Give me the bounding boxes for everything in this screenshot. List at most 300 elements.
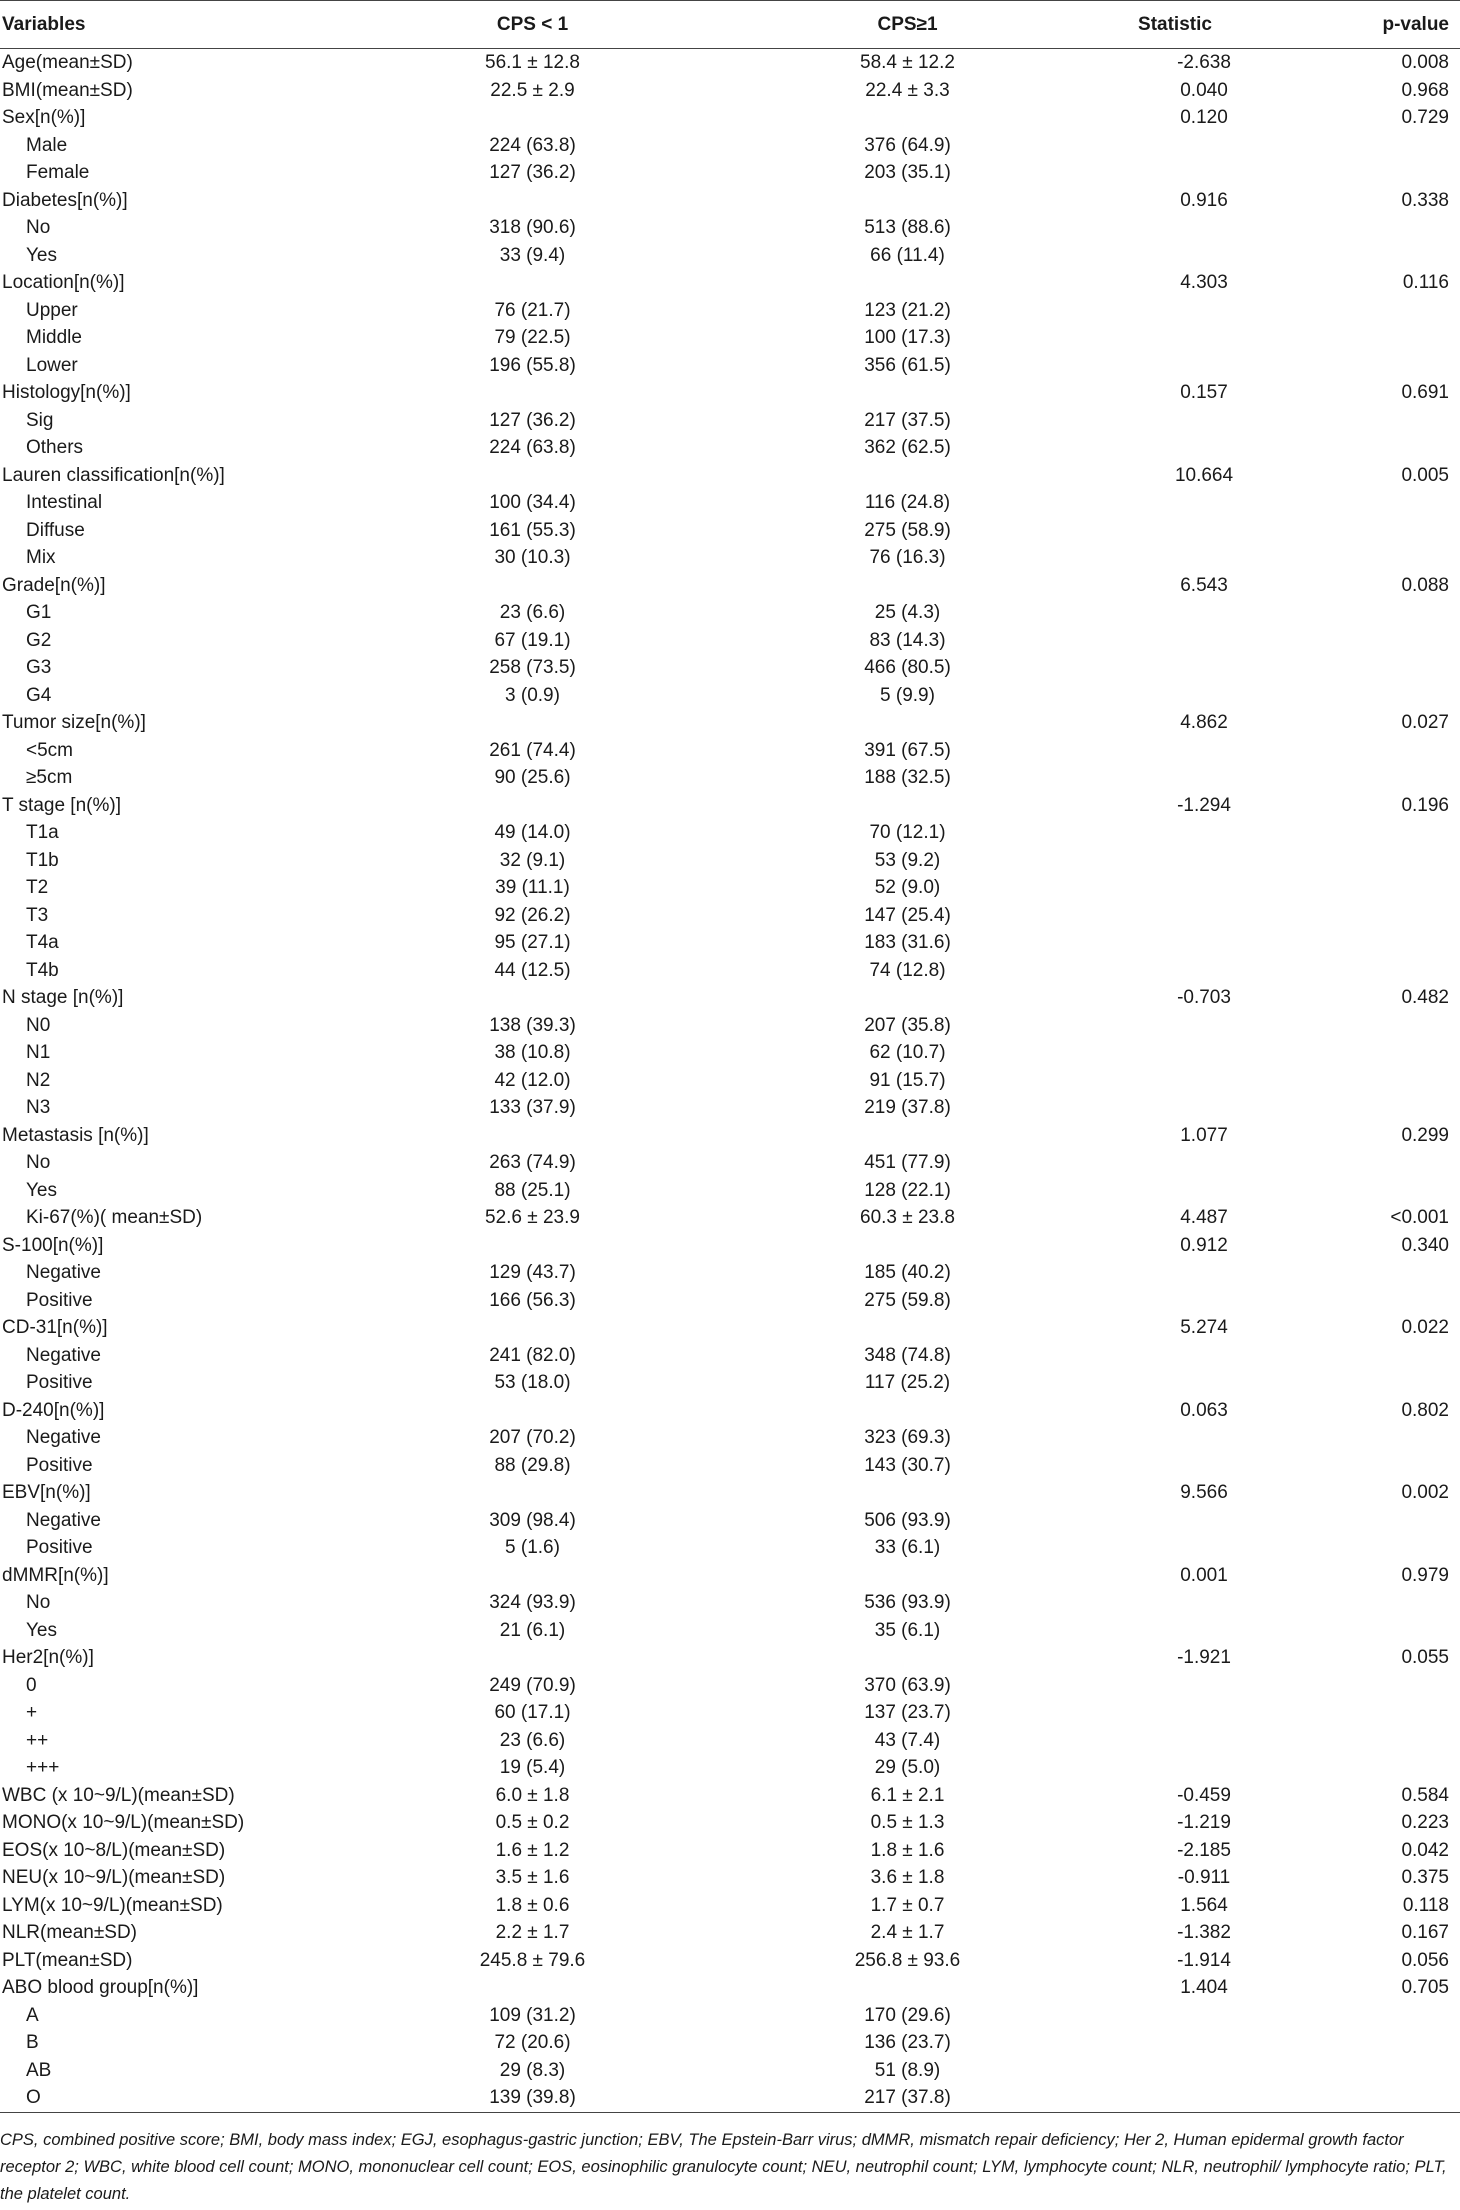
table-row: [0, 1369, 1460, 1397]
row-statistic-value: [1095, 407, 1255, 435]
row-variable-label: Negative: [26, 1344, 101, 1366]
row-p-value: 0.002: [1401, 1482, 1449, 1503]
row-statistic-value: 0.912: [1180, 1234, 1228, 1256]
row-cps-below-1-value: [345, 462, 720, 490]
row-cps-1-or-more-value: [720, 1974, 1095, 2002]
table-row: [0, 159, 1460, 187]
row-variable-label: T1b: [26, 849, 59, 871]
row-cps-below-1-value: 261 (74.4): [489, 739, 576, 761]
row-cps-1-or-more-value: [720, 1122, 1095, 1150]
row-cps-below-1-value: 52.6 ± 23.9: [485, 1207, 580, 1228]
row-cps-below-1-value: [345, 1314, 720, 1342]
row-variable-label: O: [0, 2084, 345, 2112]
row-p-value: 0.482: [1401, 987, 1449, 1008]
table-row: [0, 379, 1460, 407]
row-statistic-value: 0.001: [1180, 1564, 1228, 1586]
row-cps-1-or-more-value: 536 (93.9): [864, 1592, 951, 1613]
row-variable-label: No: [26, 217, 51, 238]
row-variable-label: Negative: [26, 1427, 101, 1448]
row-cps-below-1-value: 318 (90.6): [489, 217, 576, 238]
row-p-value: [1255, 407, 1460, 435]
row-cps-1-or-more-value: 348 (74.8): [864, 1344, 951, 1366]
row-variable-label: No: [26, 1592, 51, 1613]
row-cps-below-1-value: [345, 1122, 720, 1150]
row-cps-below-1-value: 324 (93.9): [489, 1592, 576, 1613]
table-row: [0, 1067, 1460, 1095]
row-p-value: 0.223: [1401, 1812, 1449, 1833]
row-p-value: 0.968: [1401, 79, 1449, 101]
row-p-value: 0.705: [1401, 1977, 1449, 1998]
table-row: [0, 847, 1460, 875]
row-p-value: [1255, 819, 1460, 847]
row-cps-1-or-more-value: [720, 269, 1095, 297]
row-p-value: [1255, 544, 1460, 572]
table-row: [0, 104, 1460, 132]
row-cps-below-1-value: 100 (34.4): [489, 492, 576, 513]
table-row: [0, 599, 1460, 627]
row-cps-1-or-more-value: 451 (77.9): [864, 1152, 951, 1173]
row-p-value: [1255, 1259, 1460, 1287]
row-cps-below-1-value: 196 (55.8): [489, 354, 576, 376]
row-cps-below-1-value: [345, 379, 720, 407]
row-cps-1-or-more-value: 323 (69.3): [864, 1427, 951, 1448]
table-row: [0, 352, 1460, 380]
row-variable-label: Others: [26, 437, 84, 458]
table-row: [0, 269, 1460, 297]
row-statistic-value: [1095, 654, 1255, 682]
row-cps-1-or-more-value: 136 (23.7): [864, 2032, 951, 2053]
row-variable-label: A: [26, 2004, 39, 2026]
row-p-value: [1255, 847, 1460, 875]
row-variable-label: Tumor size[n(%)]: [2, 712, 146, 733]
row-variable-label: Positive: [26, 1454, 93, 1476]
row-p-value: [1255, 1369, 1460, 1397]
row-cps-below-1-value: 22.5 ± 2.9: [490, 79, 575, 101]
row-cps-1-or-more-value: 217 (37.8): [720, 2084, 1095, 2112]
row-p-value: [1255, 1699, 1460, 1727]
row-p-value: [1255, 1754, 1460, 1782]
row-cps-1-or-more-value: 62 (10.7): [869, 1042, 946, 1063]
row-statistic-value: [1095, 599, 1255, 627]
row-cps-1-or-more-value: 506 (93.9): [864, 1509, 951, 1531]
row-cps-1-or-more-value: 513 (88.6): [864, 217, 951, 238]
row-statistic-value: -1.921: [1177, 1647, 1231, 1668]
row-variable-label: WBC (x 10~9/L)(mean±SD): [2, 1784, 235, 1806]
row-cps-1-or-more-value: 143 (30.7): [864, 1454, 951, 1476]
row-cps-below-1-value: 139 (39.8): [345, 2084, 720, 2112]
row-variable-label: Her2[n(%)]: [2, 1647, 94, 1668]
row-cps-below-1-value: 249 (70.9): [489, 1674, 576, 1696]
row-cps-1-or-more-value: 5 (9.9): [880, 684, 935, 706]
row-variable-label: Sex[n(%)]: [2, 107, 86, 128]
table-row: [0, 214, 1460, 242]
table-row: [0, 1259, 1460, 1287]
row-cps-below-1-value: [345, 1644, 720, 1672]
table-row: [0, 1947, 1460, 1975]
row-p-value: 0.022: [1401, 1317, 1449, 1338]
row-cps-1-or-more-value: 53 (9.2): [874, 849, 941, 871]
row-statistic-value: [1095, 1699, 1255, 1727]
table-row: [0, 1479, 1460, 1507]
row-statistic-value: [1095, 764, 1255, 792]
row-cps-1-or-more-value: 116 (24.8): [864, 492, 951, 513]
row-p-value: 0.691: [1401, 382, 1449, 403]
row-statistic-value: [1095, 1177, 1255, 1205]
row-cps-below-1-value: [345, 1232, 720, 1260]
row-p-value: [1255, 214, 1460, 242]
row-statistic-value: [1095, 434, 1255, 462]
row-cps-1-or-more-value: 275 (59.8): [864, 1289, 951, 1311]
row-cps-below-1-value: 33 (9.4): [499, 244, 566, 266]
row-cps-below-1-value: 133 (37.9): [489, 1097, 576, 1118]
row-cps-below-1-value: 138 (39.3): [489, 1014, 576, 1036]
row-cps-below-1-value: 0.5 ± 0.2: [495, 1812, 570, 1833]
row-statistic-value: -2.185: [1177, 1839, 1231, 1861]
row-p-value: [1255, 1039, 1460, 1067]
row-cps-below-1-value: 5 (1.6): [505, 1537, 560, 1558]
row-variable-label: ++: [26, 1729, 49, 1751]
row-p-value: 0.167: [1401, 1922, 1449, 1943]
row-variable-label: G2: [26, 629, 52, 651]
row-cps-1-or-more-value: [720, 984, 1095, 1012]
row-variable-label: Lauren classification[n(%)]: [2, 464, 225, 486]
row-variable-label: Positive: [26, 1372, 93, 1393]
row-variable-label: T2: [26, 877, 49, 898]
row-cps-1-or-more-value: 25 (4.3): [874, 602, 941, 623]
row-statistic-value: -1.382: [1177, 1922, 1231, 1943]
row-statistic-value: [1095, 1534, 1255, 1562]
row-cps-1-or-more-value: 137 (23.7): [864, 1702, 951, 1723]
row-p-value: [1255, 1727, 1460, 1755]
header-cps-below-1: CPS < 1: [345, 1, 720, 49]
row-cps-below-1-value: 245.8 ± 79.6: [479, 1949, 586, 1971]
row-statistic-value: [1095, 489, 1255, 517]
row-statistic-value: 0.916: [1180, 189, 1228, 211]
row-statistic-value: 4.862: [1180, 712, 1228, 733]
row-cps-1-or-more-value: [720, 1562, 1095, 1590]
row-cps-1-or-more-value: 76 (16.3): [869, 547, 946, 568]
table-row: [0, 874, 1460, 902]
row-cps-below-1-value: 92 (26.2): [494, 904, 571, 926]
table-row: [0, 1397, 1460, 1425]
row-p-value: [1255, 1452, 1460, 1480]
row-cps-1-or-more-value: [720, 1644, 1095, 1672]
table-row: [0, 572, 1460, 600]
row-statistic-value: [1095, 214, 1255, 242]
table-row: [0, 1672, 1460, 1700]
row-cps-1-or-more-value: 188 (32.5): [864, 767, 951, 788]
table-row: [0, 1287, 1460, 1315]
row-statistic-value: 0.040: [1180, 79, 1228, 101]
table-row: [0, 1424, 1460, 1452]
row-cps-below-1-value: 127 (36.2): [489, 162, 576, 183]
row-cps-1-or-more-value: 1.8 ± 1.6: [870, 1839, 945, 1861]
row-p-value: 0.979: [1401, 1564, 1449, 1586]
row-cps-below-1-value: [345, 1562, 720, 1590]
row-p-value: 0.375: [1401, 1867, 1449, 1888]
row-cps-1-or-more-value: [720, 792, 1095, 820]
row-cps-1-or-more-value: 100 (17.3): [864, 327, 951, 348]
row-cps-below-1-value: 224 (63.8): [489, 437, 576, 458]
row-p-value: [1255, 1067, 1460, 1095]
row-cps-below-1-value: 241 (82.0): [489, 1344, 576, 1366]
row-cps-1-or-more-value: 356 (61.5): [864, 354, 951, 376]
row-variable-label: Metastasis [n(%)]: [2, 1124, 149, 1146]
row-cps-1-or-more-value: 35 (6.1): [874, 1619, 941, 1641]
table-row: [0, 434, 1460, 462]
row-cps-below-1-value: [345, 1974, 720, 2002]
row-statistic-value: [1095, 1039, 1255, 1067]
row-p-value: [1255, 874, 1460, 902]
table-header: [0, 1, 1460, 49]
row-cps-below-1-value: 6.0 ± 1.8: [495, 1784, 570, 1806]
row-p-value: 0.056: [1401, 1949, 1449, 1971]
row-p-value: [1255, 737, 1460, 765]
row-variable-label: Histology[n(%)]: [2, 382, 131, 403]
row-cps-1-or-more-value: 74 (12.8): [869, 959, 946, 981]
table-row: [0, 77, 1460, 105]
row-statistic-value: 9.566: [1180, 1482, 1228, 1503]
row-cps-1-or-more-value: 117 (25.2): [864, 1372, 951, 1393]
row-statistic-value: -0.703: [1177, 987, 1231, 1008]
row-statistic-value: [1095, 1452, 1255, 1480]
row-variable-label: Negative: [26, 1509, 101, 1531]
table-row: [0, 764, 1460, 792]
row-cps-below-1-value: 129 (43.7): [489, 1262, 576, 1283]
table-row: [0, 1837, 1460, 1865]
row-p-value: [1255, 2057, 1460, 2085]
row-cps-below-1-value: [345, 792, 720, 820]
row-variable-label: No: [26, 1152, 51, 1173]
row-p-value: [1255, 2029, 1460, 2057]
row-p-value: [1255, 1177, 1460, 1205]
row-statistic-value: [1095, 1754, 1255, 1782]
row-variable-label: dMMR[n(%)]: [2, 1564, 109, 1586]
row-cps-1-or-more-value: [720, 1232, 1095, 1260]
row-statistic-value: [1095, 2057, 1255, 2085]
table-row: [0, 1507, 1460, 1535]
row-cps-1-or-more-value: [720, 104, 1095, 132]
row-cps-1-or-more-value: 185 (40.2): [864, 1262, 951, 1283]
table-row: [0, 737, 1460, 765]
row-cps-1-or-more-value: 58.4 ± 12.2: [860, 52, 955, 73]
row-cps-1-or-more-value: 183 (31.6): [864, 932, 951, 953]
row-variable-label: N3: [26, 1097, 51, 1118]
row-cps-below-1-value: 3 (0.9): [505, 684, 560, 706]
row-statistic-value: [1095, 1424, 1255, 1452]
row-p-value: [1255, 654, 1460, 682]
row-statistic-value: 4.487: [1180, 1207, 1228, 1228]
row-variable-label: N stage [n(%)]: [2, 987, 124, 1008]
table-row: [0, 132, 1460, 160]
table-row: [0, 2084, 1460, 2112]
row-p-value: [1255, 1617, 1460, 1645]
row-variable-label: Sig: [26, 409, 54, 431]
row-variable-label: T4a: [26, 932, 59, 953]
row-statistic-value: -2.638: [1177, 52, 1231, 73]
row-variable-label: N0: [26, 1014, 51, 1036]
row-p-value: 0.196: [1401, 794, 1449, 816]
row-p-value: [1255, 1149, 1460, 1177]
row-p-value: 0.005: [1401, 464, 1449, 486]
row-statistic-value: [1095, 1369, 1255, 1397]
row-cps-below-1-value: 258 (73.5): [489, 657, 576, 678]
row-statistic-value: [1095, 1507, 1255, 1535]
row-cps-below-1-value: 95 (27.1): [494, 932, 571, 953]
header-variables: Variables: [0, 1, 345, 49]
row-cps-1-or-more-value: 362 (62.5): [864, 437, 951, 458]
row-cps-below-1-value: 32 (9.1): [499, 849, 566, 871]
table-row: [0, 1204, 1460, 1232]
row-variable-label: ≥5cm: [26, 767, 73, 788]
row-statistic-value: [1095, 2002, 1255, 2030]
row-variable-label: Grade[n(%)]: [2, 574, 106, 596]
table-row: [0, 1809, 1460, 1837]
row-cps-below-1-value: 72 (20.6): [494, 2032, 571, 2053]
table-row: [0, 957, 1460, 985]
row-variable-label: BMI(mean±SD): [2, 79, 133, 101]
row-cps-below-1-value: 263 (74.9): [489, 1152, 576, 1173]
row-statistic-value: [1095, 957, 1255, 985]
row-cps-below-1-value: [345, 1397, 720, 1425]
row-statistic-value: [1095, 819, 1255, 847]
row-p-value: [1255, 2084, 1460, 2112]
row-cps-1-or-more-value: [720, 187, 1095, 215]
row-statistic-value: [1095, 1617, 1255, 1645]
row-cps-below-1-value: 60 (17.1): [494, 1702, 571, 1723]
row-variable-label: Male: [26, 134, 68, 156]
row-cps-below-1-value: 23 (6.6): [499, 1729, 566, 1751]
row-cps-below-1-value: 309 (98.4): [489, 1509, 576, 1531]
row-statistic-value: [1095, 324, 1255, 352]
row-cps-below-1-value: 44 (12.5): [494, 959, 571, 981]
row-variable-label: T3: [26, 904, 49, 926]
row-statistic-value: 10.664: [1174, 464, 1234, 486]
table-row: [0, 297, 1460, 325]
row-variable-label: B: [26, 2032, 39, 2053]
row-statistic-value: 1.077: [1180, 1124, 1228, 1146]
row-statistic-value: [1095, 682, 1255, 710]
row-cps-1-or-more-value: 217 (37.5): [864, 409, 951, 431]
row-cps-below-1-value: 38 (10.8): [494, 1042, 571, 1063]
row-p-value: <0.001: [1390, 1207, 1449, 1228]
row-variable-label: NEU(x 10~9/L)(mean±SD): [2, 1867, 226, 1888]
row-cps-below-1-value: 161 (55.3): [489, 519, 576, 541]
row-cps-1-or-more-value: 51 (8.9): [874, 2059, 941, 2081]
row-p-value: 0.584: [1401, 1784, 1449, 1806]
row-statistic-value: [1095, 297, 1255, 325]
row-p-value: [1255, 517, 1460, 545]
row-statistic-value: 1.564: [1180, 1894, 1228, 1916]
row-cps-below-1-value: 29 (8.3): [499, 2059, 566, 2081]
row-variable-label: Location[n(%)]: [2, 272, 125, 293]
row-variable-label: EBV[n(%)]: [2, 1482, 91, 1503]
row-variable-label: LYM(x 10~9/L)(mean±SD): [2, 1894, 223, 1916]
row-statistic-value: [1095, 1094, 1255, 1122]
table-row: [0, 929, 1460, 957]
row-variable-label: N1: [26, 1042, 51, 1063]
row-statistic-value: [1095, 1287, 1255, 1315]
row-variable-label: AB: [26, 2059, 52, 2081]
table-row: [0, 792, 1460, 820]
row-variable-label: <5cm: [26, 739, 73, 761]
table-row: [0, 544, 1460, 572]
row-variable-label: Yes: [26, 1179, 57, 1201]
row-cps-below-1-value: 88 (25.1): [494, 1179, 571, 1201]
table-row: [0, 709, 1460, 737]
table-footnote: CPS, combined positive score; BMI, body mass index; EGJ, esophagus-gastric junction; EBV, The Epstein-Barr virus; dMMR, mismatch repair deficiency; Her 2, Human epidermal growth factor receptor 2; WBC, white blood cell count; MONO, mononuclear cell count; EOS, eosinophilic granulocyte count; NEU, neutrophil count; LYM, lymphocyte count; NLR, neutrophil/ lymphocyte ratio; PLT, the platelet count.: [0, 2131, 1447, 2203]
row-statistic-value: [1095, 132, 1255, 160]
row-cps-below-1-value: 30 (10.3): [494, 547, 571, 568]
table-row: [0, 1149, 1460, 1177]
row-statistic-value: 1.404: [1180, 1977, 1228, 1998]
row-p-value: [1255, 902, 1460, 930]
row-p-value: 0.299: [1401, 1124, 1449, 1146]
row-statistic-value: 0.157: [1180, 382, 1228, 403]
row-p-value: 0.008: [1401, 52, 1449, 73]
row-cps-below-1-value: 21 (6.1): [499, 1619, 566, 1641]
row-p-value: 0.338: [1401, 189, 1449, 211]
row-p-value: 0.118: [1402, 1894, 1449, 1916]
row-p-value: 0.042: [1401, 1839, 1449, 1861]
table-row: [0, 984, 1460, 1012]
row-statistic-value: [1095, 1149, 1255, 1177]
row-cps-1-or-more-value: 91 (15.7): [869, 1069, 946, 1091]
row-cps-below-1-value: 53 (18.0): [494, 1372, 571, 1393]
row-cps-1-or-more-value: 147 (25.4): [864, 904, 951, 926]
row-variable-label: D-240[n(%)]: [2, 1399, 105, 1421]
row-statistic-value: [1095, 627, 1255, 655]
row-statistic-value: -1.914: [1177, 1949, 1231, 1971]
row-statistic-value: [1095, 737, 1255, 765]
table-row: [0, 242, 1460, 270]
row-statistic-value: [1095, 1672, 1255, 1700]
row-statistic-value: [1095, 517, 1255, 545]
row-p-value: [1255, 1424, 1460, 1452]
row-statistic-value: [1095, 1012, 1255, 1040]
row-cps-below-1-value: 23 (6.6): [499, 602, 566, 623]
table-row: [0, 627, 1460, 655]
row-cps-below-1-value: 90 (25.6): [494, 767, 571, 788]
table-row: [0, 819, 1460, 847]
table-body: [0, 49, 1460, 2113]
table-row: [0, 1314, 1460, 1342]
row-cps-below-1-value: [345, 709, 720, 737]
table-row: [0, 902, 1460, 930]
row-variable-label: G4: [26, 684, 52, 706]
row-statistic-value: [1095, 1342, 1255, 1370]
row-cps-1-or-more-value: 66 (11.4): [870, 244, 945, 266]
row-p-value: [1255, 599, 1460, 627]
row-variable-label: EOS(x 10~8/L)(mean±SD): [2, 1839, 226, 1861]
row-p-value: 0.729: [1401, 107, 1449, 128]
row-statistic-value: [1095, 352, 1255, 380]
row-cps-below-1-value: 1.8 ± 0.6: [495, 1894, 570, 1916]
row-cps-1-or-more-value: 207 (35.8): [864, 1014, 951, 1036]
row-p-value: [1255, 324, 1460, 352]
row-statistic-value: [1095, 1067, 1255, 1095]
row-variable-label: G1: [26, 602, 52, 623]
row-p-value: 0.027: [1401, 712, 1449, 733]
table-row: [0, 187, 1460, 215]
table-row: [0, 1617, 1460, 1645]
row-cps-1-or-more-value: [720, 1479, 1095, 1507]
row-cps-1-or-more-value: 2.4 ± 1.7: [870, 1922, 945, 1943]
row-cps-1-or-more-value: 128 (22.1): [864, 1179, 951, 1201]
row-statistic-value: 6.543: [1180, 574, 1228, 596]
table-row: [0, 1452, 1460, 1480]
row-cps-below-1-value: 49 (14.0): [494, 822, 571, 843]
